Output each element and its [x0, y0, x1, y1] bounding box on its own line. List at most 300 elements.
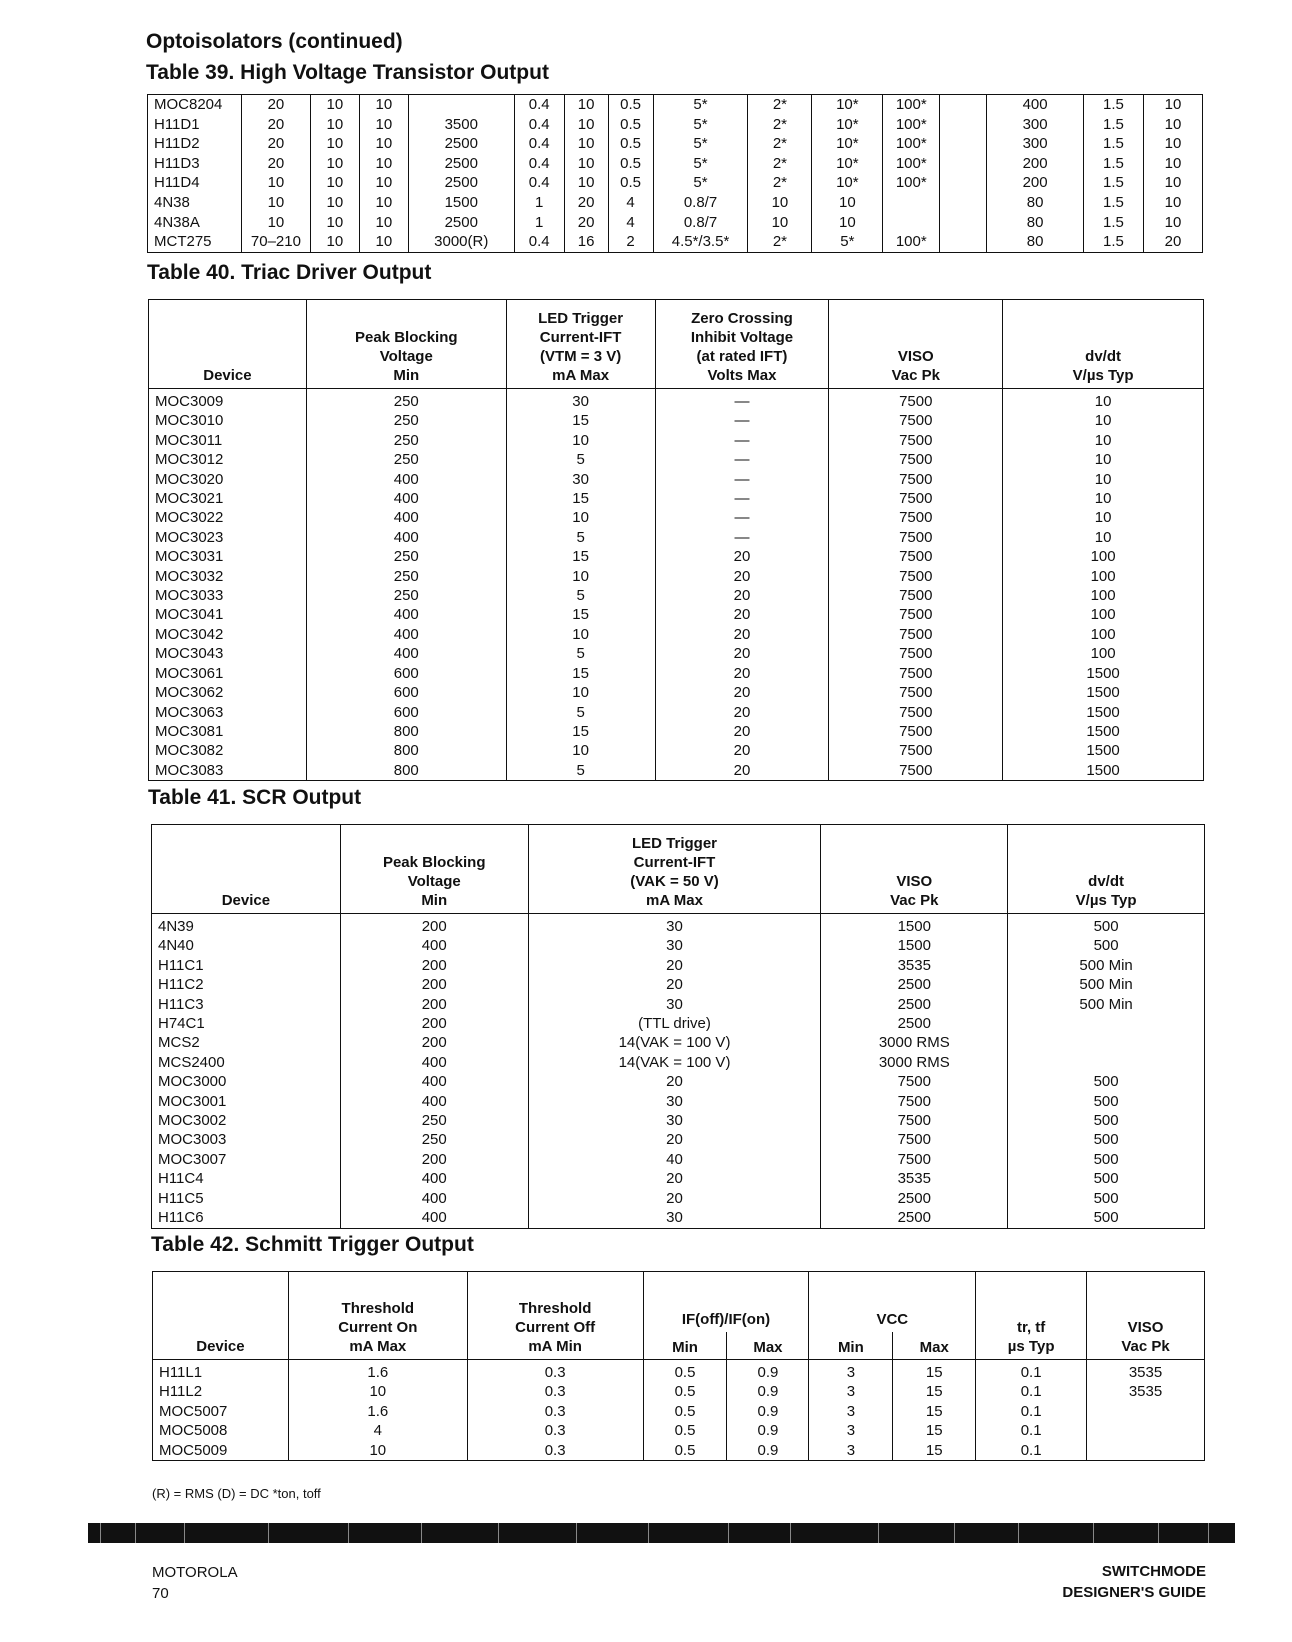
value-cell: 0.5 [643, 1382, 727, 1401]
value-cell: 2* [748, 115, 812, 135]
value-cell: 100 [1003, 625, 1204, 644]
header-line: Current-IFT [539, 329, 622, 346]
col-header-peak-blocking [340, 825, 528, 914]
value-cell: 500 [1008, 1130, 1205, 1149]
table-39-title: Table 39. High Voltage Transistor Output [146, 61, 549, 84]
bar-tick [498, 1523, 499, 1543]
value-cell: 7500 [829, 508, 1003, 527]
table-row [148, 154, 1203, 174]
value-cell: 3000 RMS [821, 1053, 1008, 1072]
value-cell: 1.5 [1084, 193, 1144, 213]
value-cell: 15 [893, 1421, 976, 1440]
value-cell: 400 [340, 1092, 528, 1111]
value-cell: 1.5 [1084, 134, 1144, 154]
value-cell: 20 [655, 644, 829, 663]
value-cell: 70–210 [241, 232, 310, 252]
value-cell: 10 [1003, 450, 1204, 469]
value-cell: 0.3 [467, 1382, 643, 1401]
value-cell: (TTL drive) [528, 1014, 821, 1033]
value-cell [1008, 1033, 1205, 1052]
bar-tick [135, 1523, 136, 1543]
value-cell: 400 [340, 936, 528, 955]
device-cell: MOC3007 [158, 1150, 227, 1168]
value-cell: 1500 [1003, 683, 1204, 702]
value-cell: 0.4 [514, 115, 564, 135]
value-cell: 0.5 [643, 1360, 727, 1383]
table-row [152, 1169, 1205, 1188]
value-cell: 80 [987, 193, 1084, 213]
value-cell [940, 232, 987, 252]
value-cell: 400 [306, 625, 506, 644]
value-cell: 1.5 [1084, 115, 1144, 135]
value-cell: 15 [506, 664, 655, 683]
value-cell: 7500 [829, 567, 1003, 586]
value-cell: 10 [310, 134, 359, 154]
device-cell: MOC3083 [155, 761, 224, 779]
value-cell: 1500 [1003, 722, 1204, 741]
value-cell: 2500 [821, 975, 1008, 994]
col-header-zero-crossing [655, 300, 829, 389]
device-cell: MOC3009 [155, 393, 224, 410]
col-header-viso [821, 825, 1008, 914]
table-row [153, 1360, 1205, 1383]
value-cell: 15 [506, 547, 655, 566]
value-cell: 100* [883, 115, 940, 135]
table-row [152, 1092, 1205, 1111]
table-row [152, 995, 1205, 1014]
col-header-vcc: VCC [809, 1272, 976, 1332]
header-line: Current-IFT [633, 854, 716, 871]
value-cell: 5 [506, 586, 655, 605]
value-cell: 20 [1143, 232, 1202, 252]
bar-tick [1208, 1523, 1209, 1543]
table-row [148, 134, 1203, 154]
value-cell: 20 [528, 956, 821, 975]
value-cell: 10 [359, 173, 408, 193]
table-42-title: Table 42. Schmitt Trigger Output [151, 1233, 474, 1256]
value-cell: 10 [359, 232, 408, 252]
value-cell: 5* [653, 115, 748, 135]
value-cell: 500 [1008, 936, 1205, 955]
value-cell: 200 [987, 173, 1084, 193]
value-cell: 10 [241, 213, 310, 233]
bar-tick [878, 1523, 879, 1543]
table-row [152, 1130, 1205, 1149]
value-cell: 10 [310, 193, 359, 213]
value-cell: 20 [655, 664, 829, 683]
value-cell: 0.3 [467, 1421, 643, 1440]
header-line: VISO [897, 348, 934, 365]
header-line: V/µs Typ [1072, 367, 1134, 384]
value-cell: 300 [987, 115, 1084, 135]
value-cell: 2* [748, 154, 812, 174]
value-cell: 10 [1143, 193, 1202, 213]
value-cell: 10 [506, 683, 655, 702]
value-cell: 100 [1003, 567, 1204, 586]
table-row [149, 586, 1204, 605]
bar-tick [576, 1523, 577, 1543]
device-cell: MCT275 [154, 233, 212, 251]
table-row [149, 450, 1204, 469]
col-header-dvdt [1003, 300, 1204, 389]
value-cell: 3535 [821, 1169, 1008, 1188]
header-line: mA Max [552, 367, 610, 384]
value-cell: 20 [655, 741, 829, 760]
header-line: Zero Crossing [691, 310, 793, 327]
value-cell: 20 [528, 1072, 821, 1091]
value-cell: 10 [359, 193, 408, 213]
value-cell: 20 [241, 154, 310, 174]
value-cell: 20 [528, 1189, 821, 1208]
value-cell: 20 [655, 703, 829, 722]
value-cell: 10 [1143, 213, 1202, 233]
value-cell: 500 [1008, 1092, 1205, 1111]
value-cell: 10 [506, 625, 655, 644]
header-line: Voltage [407, 873, 461, 890]
bar-tick [348, 1523, 349, 1543]
value-cell: 15 [506, 489, 655, 508]
value-cell [940, 134, 987, 154]
device-cell: MCS2 [158, 1034, 200, 1052]
table-40 [148, 299, 1204, 781]
table-row [153, 1421, 1205, 1440]
value-cell: 200 [340, 1014, 528, 1033]
value-cell: 250 [306, 567, 506, 586]
page-number: 70 [152, 1585, 169, 1602]
value-cell: 250 [306, 389, 506, 412]
value-cell: 10 [359, 213, 408, 233]
device-cell: MOC3011 [155, 431, 223, 449]
value-cell: 10 [748, 193, 812, 213]
device-cell: MOC3042 [155, 625, 224, 643]
value-cell: 30 [528, 1092, 821, 1111]
table-row [149, 389, 1204, 412]
bar-tick [1018, 1523, 1019, 1543]
value-cell: 20 [241, 115, 310, 135]
value-cell: 0.5 [608, 115, 653, 135]
device-cell: MOC3043 [155, 645, 224, 663]
value-cell: 0.4 [514, 134, 564, 154]
value-cell: 3000(R) [408, 232, 514, 252]
value-cell: 4 [608, 193, 653, 213]
value-cell: 200 [340, 995, 528, 1014]
value-cell: 400 [306, 508, 506, 527]
value-cell: 5 [506, 703, 655, 722]
value-cell: 100* [883, 232, 940, 252]
bar-tick [728, 1523, 729, 1543]
value-cell: 4 [608, 213, 653, 233]
value-cell: 200 [340, 1150, 528, 1169]
table-40-title: Table 40. Triac Driver Output [147, 261, 432, 284]
footer-right [1062, 1561, 1206, 1603]
device-cell: MOC3002 [158, 1112, 227, 1130]
value-cell [940, 213, 987, 233]
value-cell: — [655, 528, 829, 547]
value-cell: 20 [655, 567, 829, 586]
value-cell: 3500 [408, 115, 514, 135]
value-cell: 7500 [829, 586, 1003, 605]
table-row [148, 232, 1203, 252]
value-cell: 5 [506, 761, 655, 781]
value-cell [940, 193, 987, 213]
table-row [152, 1033, 1205, 1052]
col-header-viso [829, 300, 1003, 389]
value-cell: 15 [893, 1441, 976, 1461]
value-cell: — [655, 431, 829, 450]
value-cell: — [655, 411, 829, 430]
value-cell: 7500 [829, 722, 1003, 741]
value-cell: 400 [340, 1189, 528, 1208]
device-cell: MOC8204 [154, 96, 223, 113]
value-cell [1087, 1421, 1205, 1440]
value-cell: 1500 [1003, 664, 1204, 683]
header-line: Voltage [379, 348, 433, 365]
header-line: Peak Blocking [355, 329, 458, 346]
value-cell: 7500 [829, 450, 1003, 469]
device-cell: MOC5008 [159, 1422, 228, 1440]
value-cell: 10* [812, 115, 883, 135]
device-cell: H11C5 [158, 1189, 204, 1207]
bar-tick [1158, 1523, 1159, 1543]
value-cell: 7500 [821, 1072, 1008, 1091]
value-cell: 10 [506, 508, 655, 527]
value-cell: 0.3 [467, 1402, 643, 1421]
value-cell: 0.1 [976, 1421, 1087, 1440]
value-cell: 10 [1143, 95, 1202, 115]
value-cell [1087, 1441, 1205, 1461]
table-row [152, 1053, 1205, 1072]
table-row [148, 193, 1203, 213]
value-cell: 1500 [1003, 703, 1204, 722]
value-cell: 2* [748, 134, 812, 154]
value-cell: 7500 [829, 389, 1003, 412]
value-cell: 0.9 [727, 1402, 809, 1421]
table-row [152, 956, 1205, 975]
value-cell: 10 [1143, 154, 1202, 174]
value-cell: 5 [506, 450, 655, 469]
header-line: (VAK = 50 V) [630, 873, 719, 890]
value-cell: 7500 [829, 761, 1003, 781]
value-cell: 30 [528, 1208, 821, 1228]
table-row [149, 567, 1204, 586]
table-row [152, 936, 1205, 955]
table-41-title: Table 41. SCR Output [148, 786, 362, 809]
value-cell: — [655, 470, 829, 489]
device-cell: H11D2 [154, 135, 200, 153]
device-cell: MOC5007 [159, 1402, 228, 1420]
table-row [149, 605, 1204, 624]
value-cell: 10 [1003, 508, 1204, 527]
value-cell: 5* [653, 154, 748, 174]
value-cell: 10 [564, 154, 608, 174]
value-cell: 500 Min [1008, 956, 1205, 975]
value-cell: 10 [310, 115, 359, 135]
value-cell: — [655, 450, 829, 469]
value-cell: 400 [306, 644, 506, 663]
table-row [153, 1441, 1205, 1461]
value-cell: 10 [359, 134, 408, 154]
value-cell: 250 [340, 1130, 528, 1149]
value-cell: 500 [1008, 1208, 1205, 1228]
col-header-led-trigger [528, 825, 821, 914]
header-line: µs Typ [1007, 1338, 1055, 1355]
value-cell: 30 [528, 936, 821, 955]
value-cell: 3 [809, 1402, 893, 1421]
footer-left [152, 1562, 238, 1604]
value-cell: 250 [306, 586, 506, 605]
value-cell: 0.5 [608, 154, 653, 174]
value-cell: 10 [241, 193, 310, 213]
table-row [153, 1382, 1205, 1401]
value-cell: 20 [528, 975, 821, 994]
value-cell: 500 [1008, 1189, 1205, 1208]
device-cell: H11C6 [158, 1209, 204, 1227]
value-cell: 0.3 [467, 1360, 643, 1383]
value-cell: 0.1 [976, 1382, 1087, 1401]
table-row [149, 703, 1204, 722]
value-cell: 20 [241, 95, 310, 115]
value-cell: 100 [1003, 605, 1204, 624]
footer-book-title-line-1: SWITCHMODE [1101, 1563, 1206, 1580]
device-cell: MOC3032 [155, 567, 224, 585]
value-cell: 100 [1003, 547, 1204, 566]
value-cell: 10* [812, 134, 883, 154]
value-cell: 1.6 [288, 1360, 467, 1383]
value-cell: 7500 [829, 644, 1003, 663]
col-header-device: Device [149, 300, 307, 389]
bar-tick [648, 1523, 649, 1543]
value-cell: 1 [514, 213, 564, 233]
value-cell: 30 [506, 389, 655, 412]
header-line: (VTM = 3 V) [539, 348, 622, 365]
value-cell: 15 [893, 1402, 976, 1421]
device-cell: MOC3021 [155, 490, 224, 508]
value-cell: 250 [306, 547, 506, 566]
value-cell: 10 [748, 213, 812, 233]
table-row [148, 95, 1203, 115]
value-cell: 500 Min [1008, 995, 1205, 1014]
device-cell: MOC3001 [158, 1092, 227, 1110]
value-cell: 0.3 [467, 1441, 643, 1461]
table-row [149, 644, 1204, 663]
table-row [149, 683, 1204, 702]
value-cell: 1.5 [1084, 213, 1144, 233]
value-cell: 400 [340, 1053, 528, 1072]
value-cell: 10 [506, 431, 655, 450]
value-cell: 2500 [821, 1208, 1008, 1228]
value-cell: 3 [809, 1360, 893, 1383]
device-cell: MOC3082 [155, 742, 224, 760]
footer-rule-bar [88, 1523, 1235, 1543]
device-cell: H11D3 [154, 154, 200, 172]
value-cell: 0.8/7 [653, 193, 748, 213]
col-header-threshold-off [467, 1272, 643, 1360]
device-cell: MOC3041 [155, 606, 224, 624]
bar-tick [268, 1523, 269, 1543]
value-cell: 10 [564, 115, 608, 135]
col-header-if-max: Max [727, 1332, 809, 1360]
value-cell [883, 213, 940, 233]
value-cell: 100* [883, 154, 940, 174]
table-row [152, 914, 1205, 937]
value-cell: 15 [506, 722, 655, 741]
value-cell: 10 [812, 193, 883, 213]
col-header-threshold-on [288, 1272, 467, 1360]
value-cell: 3535 [821, 956, 1008, 975]
value-cell: 2500 [821, 995, 1008, 1014]
value-cell: 5 [506, 644, 655, 663]
value-cell: 600 [306, 683, 506, 702]
device-cell: H11L2 [159, 1383, 203, 1401]
value-cell: 1 [514, 193, 564, 213]
value-cell: 2500 [408, 154, 514, 174]
table-row [149, 741, 1204, 760]
value-cell: 7500 [821, 1092, 1008, 1111]
bar-tick [421, 1523, 422, 1543]
bar-tick [1093, 1523, 1094, 1543]
table-41 [151, 824, 1205, 1229]
value-cell: 10 [564, 173, 608, 193]
value-cell: 4.5*/3.5* [653, 232, 748, 252]
table-row [152, 1014, 1205, 1033]
value-cell: 10 [812, 213, 883, 233]
device-cell: MOC3081 [155, 722, 224, 740]
value-cell: 30 [528, 914, 821, 937]
value-cell: 2500 [408, 134, 514, 154]
value-cell: 2 [608, 232, 653, 252]
value-cell: 10 [1143, 173, 1202, 193]
value-cell: 7500 [829, 470, 1003, 489]
value-cell: 10 [288, 1382, 467, 1401]
header-line: (at rated IFT) [696, 348, 788, 365]
bar-tick [184, 1523, 185, 1543]
value-cell: 2500 [821, 1189, 1008, 1208]
value-cell: 80 [987, 213, 1084, 233]
value-cell: 10 [310, 95, 359, 115]
col-header-dvdt [1008, 825, 1205, 914]
value-cell: 10 [1003, 528, 1204, 547]
value-cell: 10* [812, 154, 883, 174]
value-cell: 5* [653, 173, 748, 193]
value-cell: 250 [340, 1111, 528, 1130]
value-cell: 7500 [829, 625, 1003, 644]
table-row [153, 1402, 1205, 1421]
col-header-viso [1087, 1272, 1205, 1360]
device-cell: MOC3031 [155, 548, 224, 566]
value-cell: 1500 [1003, 761, 1204, 781]
bar-tick [954, 1523, 955, 1543]
device-cell: MOC3020 [155, 470, 224, 488]
value-cell: 20 [241, 134, 310, 154]
value-cell: 30 [528, 995, 821, 1014]
value-cell: 5* [653, 134, 748, 154]
value-cell: 800 [306, 741, 506, 760]
device-cell: H11C2 [158, 976, 204, 994]
value-cell: 10 [310, 173, 359, 193]
col-header-device: Device [152, 825, 341, 914]
device-cell: 4N40 [158, 937, 194, 955]
col-header-led-trigger [506, 300, 655, 389]
header-line: LED Trigger [631, 835, 717, 852]
header-line: V/µs Typ [1075, 892, 1137, 909]
device-cell: H74C1 [158, 1015, 205, 1033]
value-cell: 7500 [829, 528, 1003, 547]
header-line: mA Max [646, 892, 703, 909]
value-cell: 16 [564, 232, 608, 252]
header-line: Vac Pk [890, 892, 939, 909]
device-cell: 4N39 [158, 918, 194, 935]
value-cell: 10 [310, 213, 359, 233]
